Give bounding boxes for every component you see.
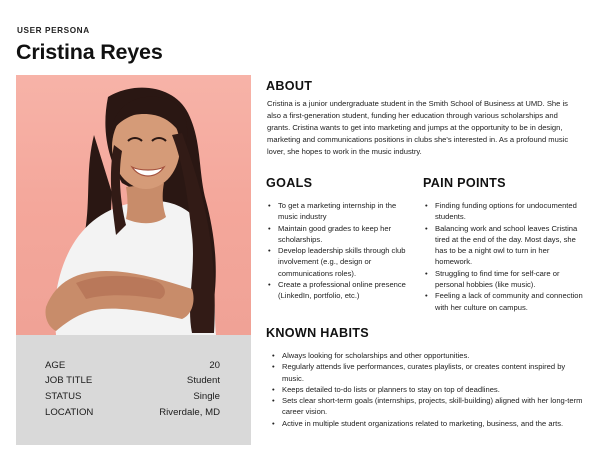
list-item: • Develop leadership skills through club involvement (e.g., design or communications roles). [266, 245, 412, 279]
eyebrow-label: USER PERSONA [17, 26, 90, 35]
list-item: • Feeling a lack of community and connection with her culture on campus. [423, 290, 587, 313]
list-item: • Sets clear short-term goals (internships, projects, skill-building) aligned with her long-term career vision. [270, 395, 588, 418]
list-item: • Maintain good grades to keep her scholarships. [266, 223, 412, 246]
list-item: • Always looking for scholarships and other opportunities. [270, 350, 588, 361]
list-item: • Create a professional online presence (LinkedIn, portfolio, etc.) [266, 279, 412, 302]
stat-value: Single [193, 391, 220, 402]
stat-location [45, 407, 220, 421]
list-item: • Active in multiple student organizations related to marketing, business, and the arts. [270, 418, 588, 429]
goals-list [266, 200, 412, 302]
stat-value: Student [186, 375, 220, 386]
stat-job-title [45, 375, 220, 389]
stat-label: AGE [45, 360, 66, 371]
known-habits-heading: KNOWN HABITS [266, 326, 369, 340]
about-heading: ABOUT [266, 79, 313, 93]
list-item: • Finding funding options for undocumented students. [423, 200, 587, 223]
stat-age [45, 360, 220, 374]
stat-label: STATUS [45, 391, 82, 402]
persona-name: Cristina Reyes [16, 40, 163, 64]
goals-heading: GOALS [266, 176, 313, 190]
pain-points-list [423, 200, 587, 313]
persona-photo [16, 75, 251, 335]
list-item: • Struggling to find time for self-care or personal hobbies (like music). [423, 268, 587, 291]
stat-value: 20 [209, 360, 220, 371]
stat-label: JOB TITLE [45, 375, 93, 386]
list-item: • To get a marketing internship in the music industry [266, 200, 412, 223]
pain-points-heading: PAIN POINTS [423, 176, 506, 190]
list-item: • Regularly attends live performances, curates playlists, or creates content inspired by music. [270, 361, 588, 384]
stat-label: LOCATION [45, 407, 94, 418]
persona-stats [16, 335, 251, 445]
about-text: Cristina is a junior undergraduate student in the Smith School of Business at UMD. She is also a first-generation student, funding her education through various scholarships and grants. Cristina wants to get into marketing and jumps at the opportunity to be in design, marketing and communications positions in clubs she's interested in. As a profound music lover, she hopes to work in the music industry. [267, 99, 569, 156]
known-habits-list [270, 350, 588, 429]
list-item: • Balancing work and school leaves Cristina tired at the end of the day. Most days, she has to be a night owl to turn in her homework. [423, 223, 587, 268]
stat-status [45, 391, 220, 405]
list-item: • Keeps detailed to-do lists or planners to stay on top of deadlines. [270, 384, 588, 395]
stat-value: Riverdale, MD [159, 407, 220, 418]
